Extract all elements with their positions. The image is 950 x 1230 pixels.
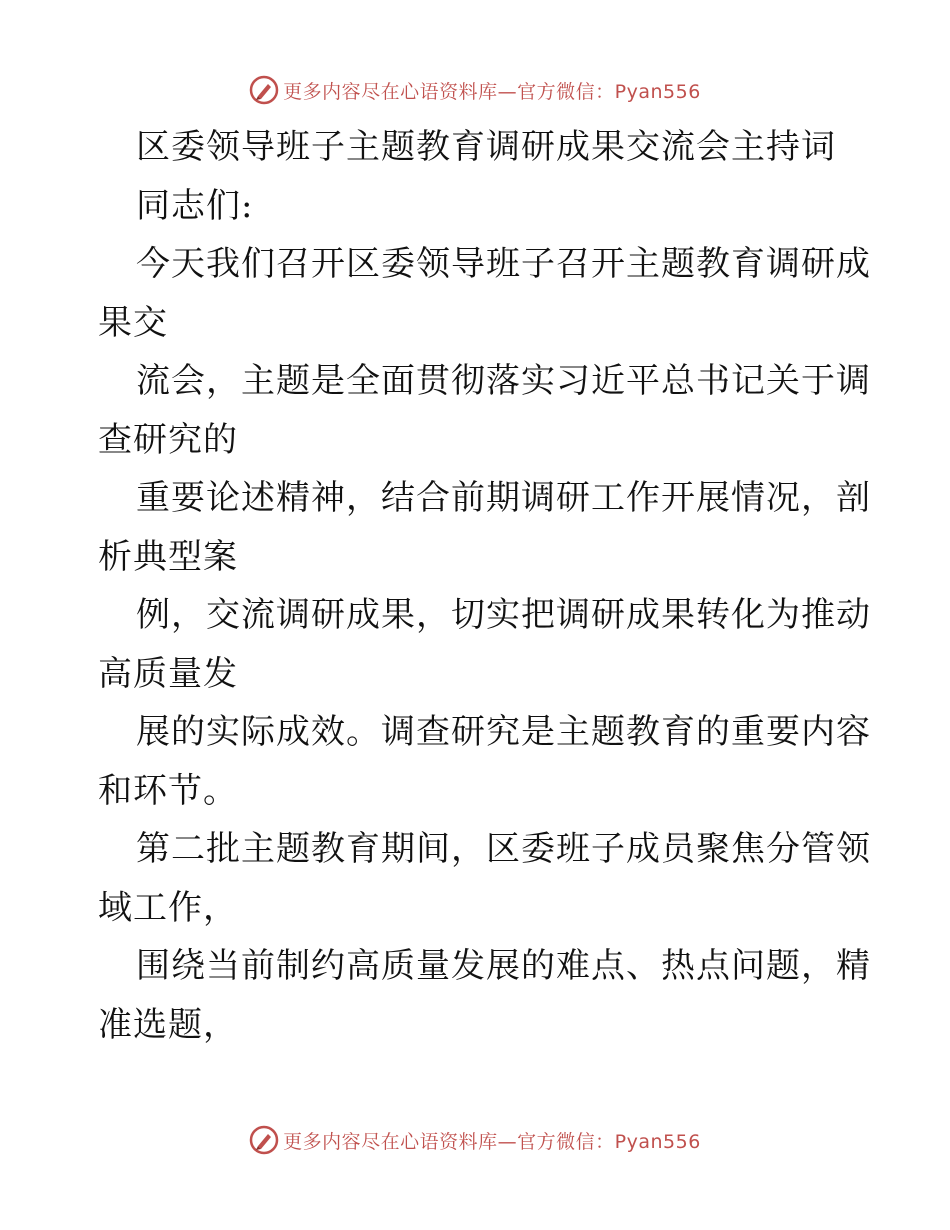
text-line: 高质量发 xyxy=(98,653,238,694)
pen-logo-icon xyxy=(249,75,279,105)
text-line: 例，交流调研成果，切实把调研成果转化为推动 xyxy=(136,595,871,635)
header-banner-text: 更多内容尽在心语资料库—官方微信：Pyan556 xyxy=(283,80,701,103)
pen-logo-icon xyxy=(249,1125,279,1155)
text-line: 域工作， xyxy=(98,887,238,928)
text-line: 果交 xyxy=(98,302,168,343)
text-line: 和环节。 xyxy=(98,770,238,811)
footer-banner-text: 更多内容尽在心语资料库—官方微信：Pyan556 xyxy=(283,1130,701,1153)
document-body xyxy=(98,118,871,1054)
text-line: 流会，主题是全面贯彻落实习近平总书记关于调 xyxy=(136,361,871,401)
text-line: 析典型案 xyxy=(98,536,238,577)
header-banner xyxy=(0,70,950,110)
text-line: 第二批主题教育期间，区委班子成员聚焦分管领 xyxy=(136,829,871,869)
salutation: 同志们: xyxy=(136,185,254,226)
text-line: 准选题， xyxy=(98,1004,238,1045)
text-line: 查研究的 xyxy=(98,419,238,460)
text-line: 今天我们召开区委领导班子召开主题教育调研成 xyxy=(136,244,871,284)
document-title: 区委领导班子主题教育调研成果交流会主持词 xyxy=(136,127,836,167)
text-line: 重要论述精神，结合前期调研工作开展情况，剖 xyxy=(136,478,871,518)
footer-banner xyxy=(0,1120,950,1160)
text-line: 展的实际成效。调查研究是主题教育的重要内容 xyxy=(136,712,871,752)
text-line: 围绕当前制约高质量发展的难点、热点问题，精 xyxy=(136,946,871,986)
